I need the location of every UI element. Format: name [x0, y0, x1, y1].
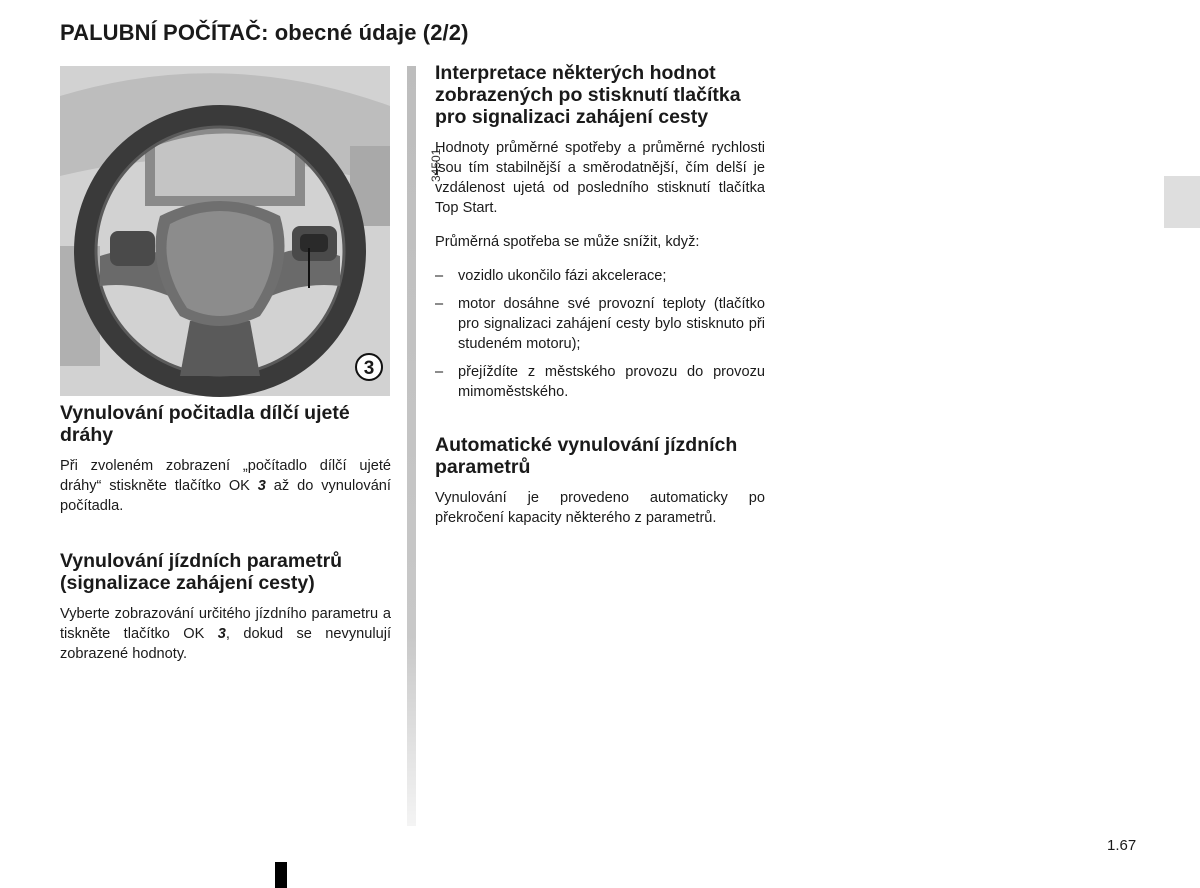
list-item: – motor dosáhne své provozní teploty (tlačítko pro signalizaci zahájení cesty bylo stisknuto při studeném motoru);: [435, 294, 765, 354]
page-number: 1.67: [1107, 837, 1137, 854]
left-column: [60, 402, 391, 678]
crop-mark: [275, 862, 287, 888]
section-text-reset-params: Vyberte zobrazování určitého jízdního parametru a tiskněte tlačítko OK 3, dokud se nevynulují zobrazené hodnoty.: [60, 606, 392, 662]
chapter-tab: [1164, 176, 1200, 228]
list-item: – přejíždíte z městského provozu do provozu mimoměstského.: [435, 362, 765, 402]
list-item: – vozidlo ukončilo fázi akcelerace;: [435, 266, 765, 286]
section-text-consumption: Průměrná spotřeba se může snížit, když:: [435, 234, 700, 250]
steering-wheel-illustration: [60, 66, 443, 396]
figure-code-text: 34501: [429, 148, 443, 182]
column-divider: [407, 66, 416, 826]
section-heading-auto-reset: Automatické vynulování jízdních parametrů: [435, 434, 738, 478]
section-heading-interpretation: Interpretace některých hodnot zobrazených po stisknutí tlačítka pro signalizaci zahájení cesty: [435, 62, 741, 128]
right-column: [435, 62, 765, 542]
steering-wheel-drawing: [60, 66, 390, 396]
section-text-reset-trip: Při zvoleném zobrazení „počítadlo dílčí ujeté dráhy“ stiskněte tlačítko OK 3 až do vynulování počítadla.: [60, 458, 391, 514]
section-text-interpretation: Hodnoty průměrné spotřeby a průměrné rychlosti jsou tím stabilnější a směrodatnější, čím delší je vzdálenost ujetá od posledního stisknutí tlačítka Top Start.: [435, 140, 765, 216]
page-title: PALUBNÍ POČÍTAČ: obecné údaje (2/2): [60, 20, 469, 45]
consumption-list: [435, 266, 765, 402]
section-heading-reset-trip: Vynulování počitadla dílčí ujeté dráhy: [60, 402, 350, 446]
section-text-auto-reset: Vynulování je provedeno automaticky po překročení kapacity některého z parametrů.: [435, 490, 765, 526]
section-heading-reset-params: Vynulování jízdních parametrů (signalizace zahájení cesty): [60, 550, 343, 594]
callout-3: 3: [355, 353, 383, 381]
